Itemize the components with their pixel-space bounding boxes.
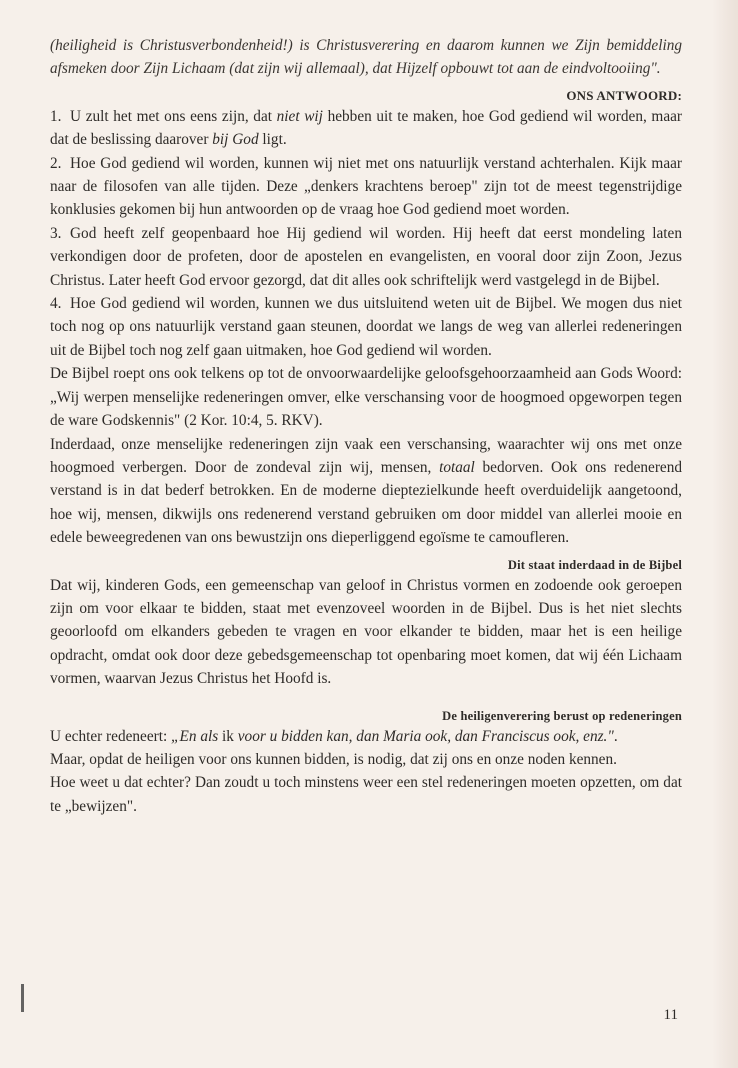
answer-item-1-text-pre: U zult het met ons eens zijn, dat xyxy=(70,107,277,125)
answer-item-1-emphasis-1: niet wij xyxy=(276,107,323,125)
margin-mark xyxy=(21,984,24,1012)
answer-item-1-emphasis-2: bij God xyxy=(212,131,259,149)
page-body xyxy=(50,34,682,818)
paragraph-u-redeneert-post: . xyxy=(613,727,618,745)
answer-item-2 xyxy=(50,152,682,222)
paragraph-bijbel-roept: De Bijbel roept ons ook telkens op tot de onvoorwaardelijke geloofsgehoorzaamheid aan Gods Woord: „Wij werpen menselijke redeneringen omver, elke verschansing voor de hoogmoed opgeworpen tegen de ware Godskennis" (2 Kor. 10:4, 5. RKV). xyxy=(50,365,682,430)
page-edge-shadow xyxy=(712,0,738,1068)
paragraph-u-redeneert-pre: U echter redeneert: xyxy=(50,727,172,745)
heading-ons-antwoord: ONS ANTWOORD: xyxy=(566,87,682,103)
answer-item-4 xyxy=(50,292,682,362)
answer-item-2-number: 2. xyxy=(50,154,62,172)
intro-line-3: Hijzelf opbouwt tot aan de eindvoltooiing". xyxy=(395,60,661,78)
paragraph-u-redeneert xyxy=(50,725,682,748)
paragraph-inderdaad xyxy=(50,433,682,550)
answer-item-3 xyxy=(50,222,682,292)
paragraph-u-redeneert-mid: ik xyxy=(218,727,238,745)
answer-item-1-text-post: ligt. xyxy=(258,131,287,149)
answer-item-4-text: Hoe God gediend wil worden, kunnen we dus uitsluitend weten uit de Bijbel. We mogen dus niet toch nog op ons natuurlijk verstand gaan steunen, doordat we langs de weg van allerlei redeneringen uit de Bijbel toch nog zelf gaan uitmaken, hoe God gediend wil worden. xyxy=(50,295,682,359)
paragraph-inderdaad-pre: Inderdaad, onze menselijke redeneringen zijn vaak een verschansing, waarachter wij ons met onze hoogmoed verbergen. Door de zondeval zijn wij, mensen, xyxy=(50,435,682,476)
paragraph-u-redeneert-emphasis-2: voor u bidden kan, dan Maria ook, dan Franciscus ook, enz." xyxy=(237,727,614,745)
paragraph-inderdaad-emphasis: totaal xyxy=(439,458,475,476)
answer-item-3-number: 3. xyxy=(50,224,62,242)
intro-line-2: we Zijn bemiddeling afsmeken door Zijn Lichaam (dat zijn wij allemaal), dat xyxy=(50,37,683,78)
paragraph-u-redeneert-emphasis-1: „En als xyxy=(171,727,219,745)
paragraph-inderdaad-post: bedorven. Ook ons redenerend verstand is in dat bederf betrokken. En de moderne dieptezielkunde heeft overduidelijk aangetoond, hoe wij, mensen, dikwijls ons redenerend verstand gebruiken om door middel van allerlei mooie en edele beweegredenen van ons bewustzijn ons dieperliggend egoïsme te camoufleren. xyxy=(50,458,682,547)
intro-quote-continuation xyxy=(50,34,682,81)
answer-item-1-text-mid: hebben uit te maken, hoe God gediend wil worden, maar dat de beslissing daarover xyxy=(50,107,683,149)
section-gap xyxy=(50,691,682,701)
paragraph-gemeenschap: Dat wij, kinderen Gods, een gemeenschap van geloof in Christus vormen en zodoende ook geroepen zijn om voor elkaar te bidden, staat met evenzoveel woorden in de Bijbel. Dus is het niet slechts geoorloofd om elkanders gebeden te vragen en voor elkander te bidden, maar het is een heilige opdracht, omdat ook door deze gebedsgemeenschap tot openbaring moet komen, dat wij één Lichaam vormen, waarvan Jezus Christus het Hoofd is. xyxy=(50,576,682,688)
paragraph-opdat-heiligen: Maar, opdat de heiligen voor ons kunnen bidden, is nodig, dat zij ons en onze noden kennen. xyxy=(50,750,617,768)
intro-line-1: (heiligheid is Christusverbondenheid!) is Christusverering en daarom kunnen xyxy=(50,37,545,54)
paragraph-hoe-weet-u: Hoe weet u dat echter? Dan zoudt u toch minstens weer een stel redeneringen moeten opzetten, om dat te „bewijzen". xyxy=(50,774,682,815)
answer-item-1 xyxy=(50,105,682,152)
answer-item-2-text: Hoe God gediend wil worden, kunnen wij niet met ons natuurlijk verstand achterhalen. Kijk maar naar de filosofen van alle tijden. Deze „denkers krachtens beroep" zijn tot de meest tegenstrijdige konklusies gekomen bij hun antwoorden op de vraag hoe God gediend moet worden. xyxy=(50,154,682,219)
answer-item-1-number: 1. xyxy=(50,107,62,125)
answer-item-4-number: 4. xyxy=(50,295,62,313)
heading-staat-in-bijbel: Dit staat inderdaad in de Bijbel xyxy=(507,557,682,572)
heading-heiligenverering: De heiligenverering berust op redeneringen xyxy=(442,708,682,723)
answer-item-3-text: God heeft zelf geopenbaard hoe Hij gediend wil worden. Hij heeft dat eerst mondeling laten verkondigen door de profeten, door de apostelen en evangelisten, en vooral door zijn Zoon, Jezus Christus. Later heeft God ervoor gezorgd, dat dit alles ook schriftelijk werd vastgelegd in de Bijbel. xyxy=(50,224,682,289)
page-number: 11 xyxy=(663,1007,678,1023)
